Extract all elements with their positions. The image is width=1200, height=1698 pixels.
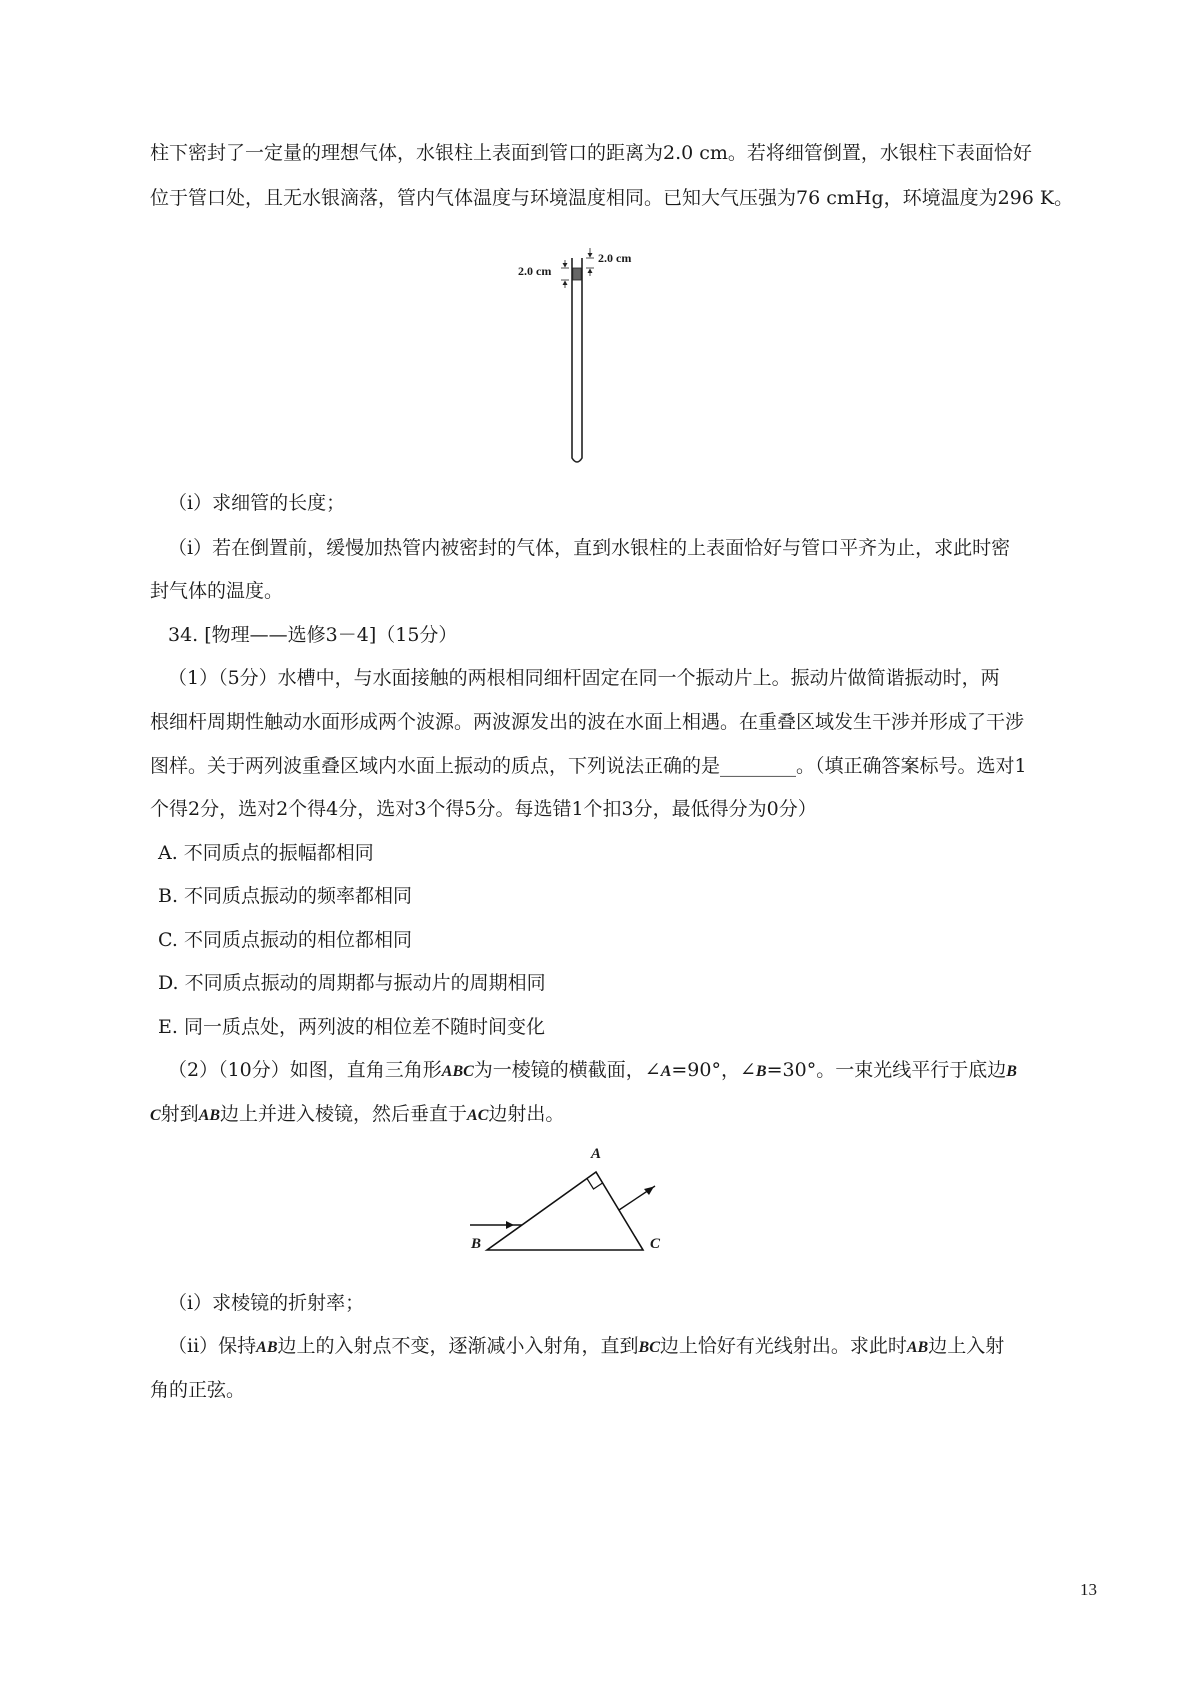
italic-ab: AB	[256, 1339, 278, 1356]
p34-part1-line-3: 图样。关于两列波重叠区域内水面上振动的质点，下列说法正确的是________。（填正确答案标号。选对1	[150, 755, 1027, 777]
italic-ab: AB	[198, 1107, 221, 1124]
tube-outline	[572, 258, 582, 462]
italic-c: C	[150, 1107, 161, 1124]
italic-abc: ABC	[441, 1063, 474, 1080]
mercury-column	[573, 268, 581, 280]
tube-figure	[560, 248, 660, 473]
incident-ray-arrow	[506, 1221, 514, 1229]
italic-ab: AB	[906, 1339, 929, 1356]
text-run: =90°，∠	[671, 1059, 756, 1081]
p33-question-ii-line-1: （i）若在倒置前，缓慢加热管内被密封的气体，直到水银柱的上表面恰好与管口平齐为止，求此时密	[168, 537, 1011, 559]
italic-bc: BC	[638, 1339, 660, 1356]
p33-question-ii-line-2: 封气体的温度。	[150, 580, 284, 602]
p33-text-line-2: 位于管口处，且无水银滴落，管内气体温度与环境温度相同。已知大气压强为76 cmHg，环境温度为296 K。	[150, 187, 1074, 209]
text-run: 为一棱镜的横截面，∠	[473, 1059, 661, 1081]
text-run: （ii）保持	[168, 1335, 257, 1357]
italic-a: A	[660, 1063, 672, 1080]
p34-part1-line-1: （1）（5分）水槽中，与水面接触的两根相同细杆固定在同一个振动片上。振动片做简谐振动时，两	[168, 667, 1000, 689]
p33-question-i: （i）求细管的长度；	[168, 492, 346, 514]
p34-part2-question-i: （i）求棱镜的折射率；	[168, 1292, 365, 1314]
text-run: 射到	[160, 1103, 199, 1125]
text-run: （2）（10分）如图，直角三角形	[168, 1059, 442, 1081]
page-number: 13	[1080, 1580, 1097, 1599]
text-run: 边上恰好有光线射出。求此时	[659, 1335, 907, 1357]
option-d: D. 不同质点振动的周期都与振动片的周期相同	[158, 972, 546, 994]
option-a: A. 不同质点的振幅都相同	[158, 842, 374, 864]
p34-header: 34. [物理——选修3－4]（15分）	[168, 624, 458, 646]
vertex-b-label: B	[471, 1236, 482, 1252]
text-run: 边射出。	[488, 1103, 565, 1125]
option-b: B. 不同质点振动的频率都相同	[158, 885, 413, 907]
text-run: 边上入射	[928, 1335, 1005, 1357]
option-e: E. 同一质点处，两列波的相位差不随时间变化	[158, 1016, 545, 1038]
prism-figure	[460, 1150, 720, 1270]
vertex-c-label: C	[650, 1236, 661, 1252]
vertex-a-label: A	[591, 1146, 602, 1162]
text-run: =30°。一束光线平行于底边	[766, 1059, 1007, 1081]
p33-text-line-1: 柱下密封了一定量的理想气体，水银柱上表面到管口的距离为2.0 cm。若将细管倒置，水银柱下表面恰好	[150, 142, 1032, 164]
p34-part2-question-ii-line-1	[168, 1333, 1004, 1361]
tube-label-top-gap: 2.0 cm	[598, 251, 632, 265]
italic-ac: AC	[467, 1107, 489, 1124]
p34-part2-line-1	[168, 1057, 1017, 1085]
tube-label-mercury-length: 2.0 cm	[518, 264, 552, 278]
text-run: 边上并进入棱镜，然后垂直于	[220, 1103, 468, 1125]
italic-b: B	[1006, 1063, 1017, 1080]
p34-part1-line-4: 个得2分，选对2个得4分，选对3个得5分。每选错1个扣3分，最低得分为0分）	[150, 798, 817, 820]
text-run: 边上的入射点不变，逐渐减小入射角，直到	[277, 1335, 639, 1357]
option-c: C. 不同质点振动的相位都相同	[158, 929, 412, 951]
exit-ray-arrow	[644, 1187, 654, 1196]
p34-part2-line-2	[150, 1101, 564, 1129]
italic-b: B	[755, 1063, 767, 1080]
p34-part1-line-2: 根细杆周期性触动水面形成两个波源。两波源发出的波在水面上相遇。在重叠区域发生干涉并形成了干涉	[150, 711, 1025, 733]
p34-part2-question-ii-line-2: 角的正弦。	[150, 1379, 246, 1401]
prism-triangle	[487, 1172, 643, 1250]
